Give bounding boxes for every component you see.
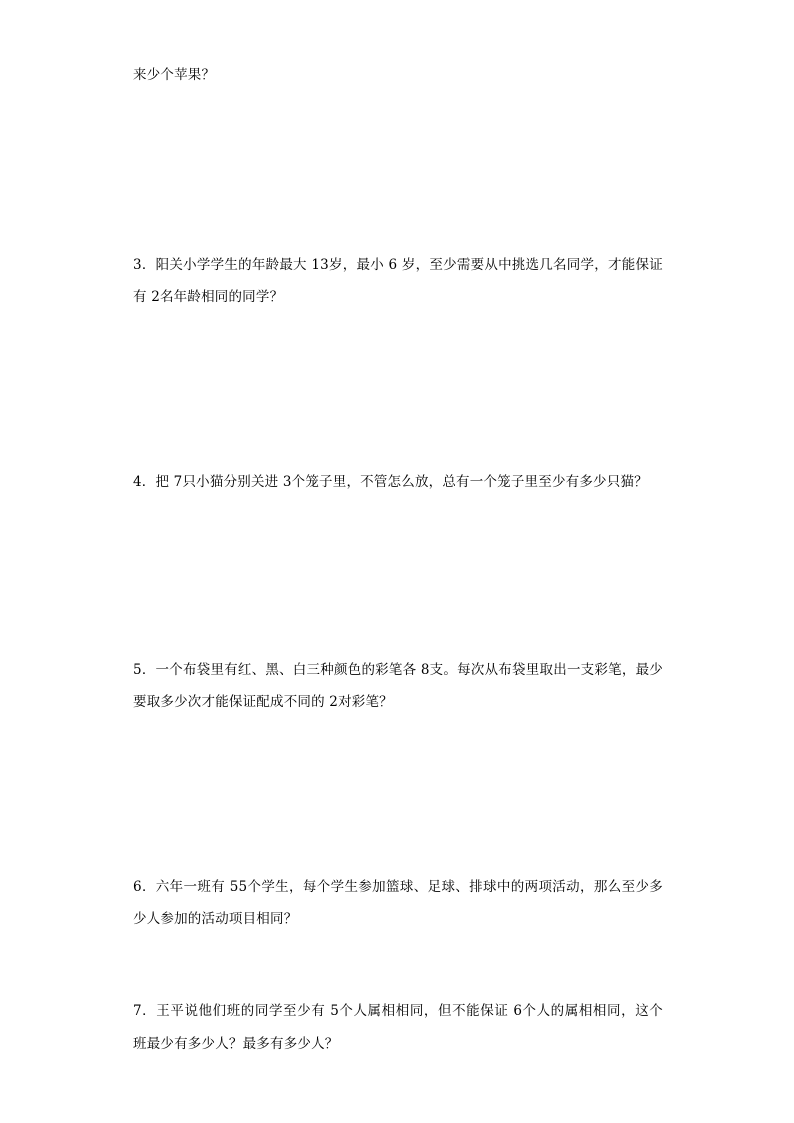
question-4-line-1: 4．把 7只小猫分别关进 3个笼子里，不管怎么放，总有一个笼子里至少有多少只猫？: [133, 474, 648, 490]
question-7-line-2: 班最少有多少人？最多有多少人？: [133, 1036, 339, 1052]
question-3-line-2: 有 2名年龄相同的同学？: [133, 289, 284, 305]
question-6-line-2: 少人参加的活动项目相同？: [133, 911, 298, 927]
question-5-line-1: 5．一个布袋里有红、黑、白三种颜色的彩笔各 8支。每次从布袋里取出一支彩笔，最少: [133, 662, 663, 678]
question-5-line-2: 要取多少次才能保证配成不同的 2对彩笔？: [133, 694, 393, 710]
question-7-line-1: 7．王平说他们班的同学至少有 5个人属相相同，但不能保证 6个人的属相相同，这个: [133, 1003, 663, 1019]
question-3-line-1: 3．阳关小学学生的年龄最大 13岁，最小 6 岁，至少需要从中挑选几名同学，才能保证: [133, 257, 663, 273]
question-6-line-1: 6．六年一班有 55个学生，每个学生参加篮球、足球、排球中的两项活动，那么至少多: [133, 879, 663, 895]
continuation-text: 来少个苹果？: [133, 67, 216, 83]
